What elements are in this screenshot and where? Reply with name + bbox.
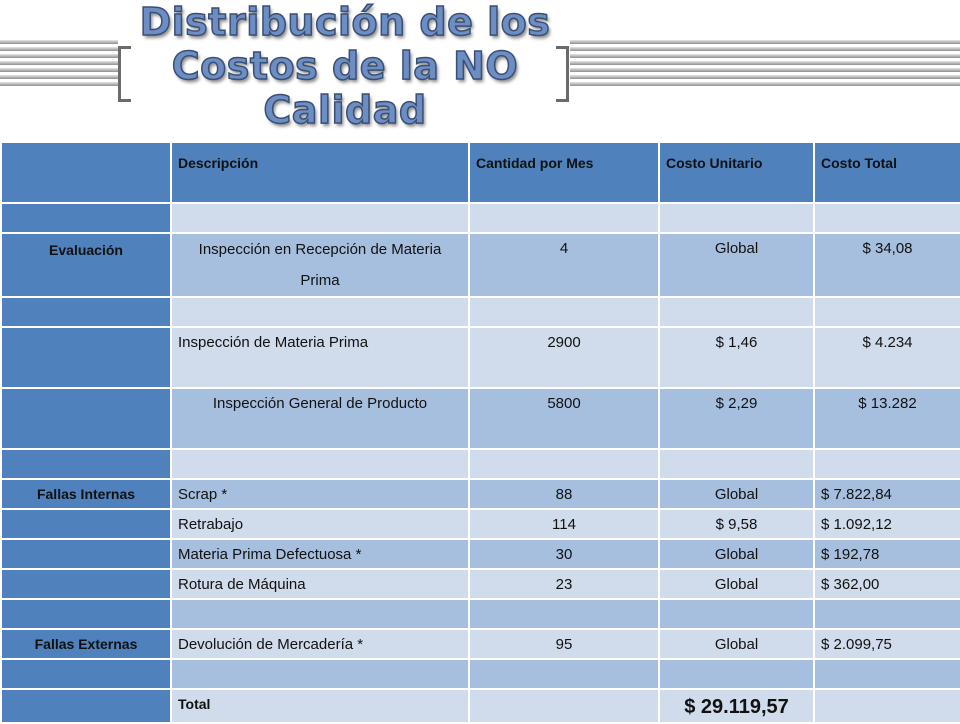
right-bracket-decoration xyxy=(556,46,569,102)
row-description: Inspección de Materia Prima xyxy=(171,327,469,388)
row-total-cost: $ 2.099,75 xyxy=(814,629,960,659)
row-unit-cost: Global xyxy=(659,569,814,599)
row-unit-cost: $ 2,29 xyxy=(659,388,814,449)
total-label: Total xyxy=(171,689,469,723)
row-quantity: 95 xyxy=(469,629,659,659)
header-costo-total: Costo Total xyxy=(814,142,960,203)
title-banner xyxy=(0,0,960,142)
row-unit-cost: Global xyxy=(659,233,814,297)
header-costo-unitario: Costo Unitario xyxy=(659,142,814,203)
row-total-cost: $ 13.282 xyxy=(814,388,960,449)
row-quantity: 114 xyxy=(469,509,659,539)
cost-table xyxy=(0,141,960,724)
category-evaluacion: Evaluación xyxy=(1,233,171,297)
decorative-stripes-left xyxy=(0,40,118,92)
row-quantity: 88 xyxy=(469,479,659,509)
row-description: Rotura de Máquina xyxy=(171,569,469,599)
decorative-stripes-right xyxy=(570,40,960,92)
category-fallas-externas: Fallas Externas xyxy=(1,629,171,659)
row-description: Devolución de Mercadería * xyxy=(171,629,469,659)
spacer-row xyxy=(1,297,960,327)
category-fallas-internas: Fallas Internas xyxy=(1,479,171,509)
table-header-row xyxy=(1,142,960,203)
row-total-cost: $ 4.234 xyxy=(814,327,960,388)
page-title: Distribución de los Costos de la NO Calidad xyxy=(139,0,551,132)
row-quantity: 2900 xyxy=(469,327,659,388)
table-row xyxy=(1,327,960,388)
total-value: $ 29.119,57 xyxy=(659,689,814,723)
row-total-cost: $ 34,08 xyxy=(814,233,960,297)
row-quantity: 4 xyxy=(469,233,659,297)
row-total-cost: $ 362,00 xyxy=(814,569,960,599)
table-row xyxy=(1,388,960,449)
total-row xyxy=(1,689,960,723)
row-unit-cost: $ 1,46 xyxy=(659,327,814,388)
row-description: Inspección General de Producto xyxy=(171,388,469,449)
spacer-row xyxy=(1,203,960,233)
row-total-cost: $ 192,78 xyxy=(814,539,960,569)
table-row xyxy=(1,569,960,599)
table-row xyxy=(1,479,960,509)
row-unit-cost: Global xyxy=(659,539,814,569)
spacer-row xyxy=(1,449,960,479)
table-row xyxy=(1,509,960,539)
row-total-cost: $ 1.092,12 xyxy=(814,509,960,539)
row-quantity: 5800 xyxy=(469,388,659,449)
table-row xyxy=(1,233,960,297)
row-unit-cost: Global xyxy=(659,629,814,659)
row-description: Inspección en Recepción de Materia Prima xyxy=(171,233,469,297)
table-row xyxy=(1,539,960,569)
row-description: Materia Prima Defectuosa * xyxy=(171,539,469,569)
row-quantity: 23 xyxy=(469,569,659,599)
row-total-cost: $ 7.822,84 xyxy=(814,479,960,509)
row-unit-cost: Global xyxy=(659,479,814,509)
row-quantity: 30 xyxy=(469,539,659,569)
spacer-row xyxy=(1,599,960,629)
spacer-row xyxy=(1,659,960,689)
header-cantidad: Cantidad por Mes xyxy=(469,142,659,203)
row-description: Retrabajo xyxy=(171,509,469,539)
row-description: Scrap * xyxy=(171,479,469,509)
header-descripcion: Descripción xyxy=(171,142,469,203)
table-row xyxy=(1,629,960,659)
row-unit-cost: $ 9,58 xyxy=(659,509,814,539)
header-empty-cell xyxy=(1,142,171,203)
